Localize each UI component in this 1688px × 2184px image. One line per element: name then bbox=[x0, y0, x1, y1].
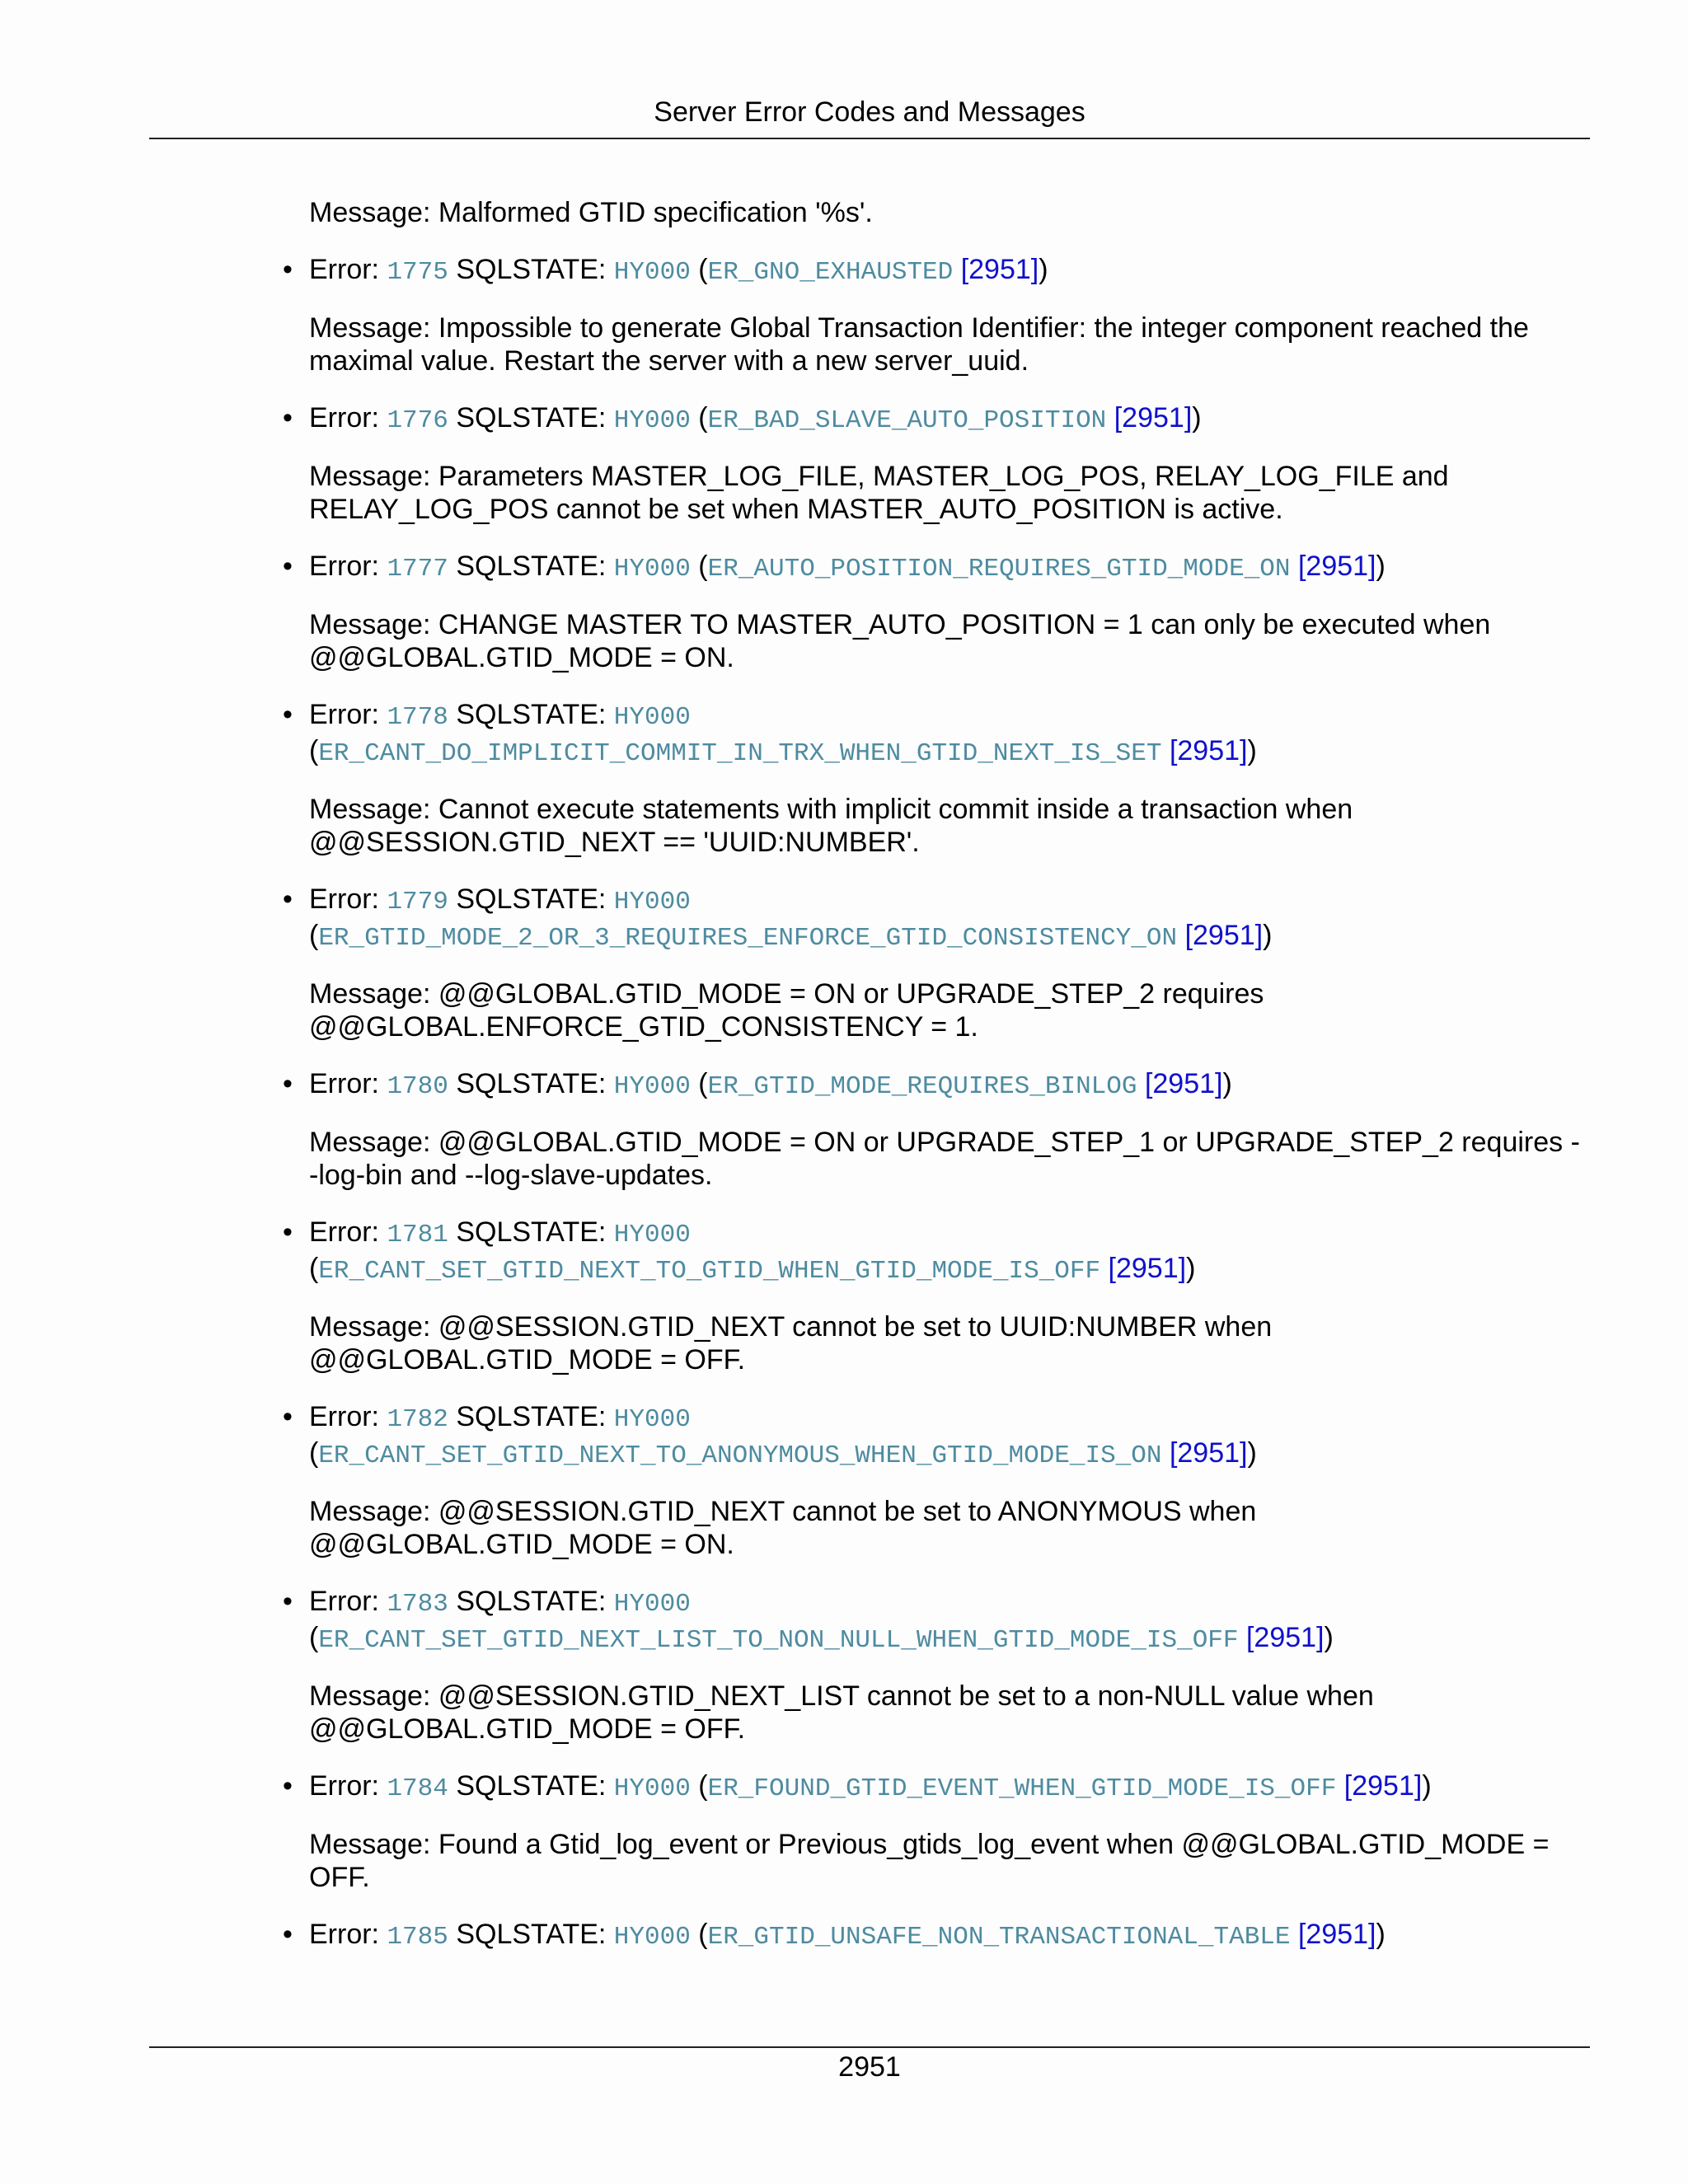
error-message bbox=[309, 1495, 1582, 1562]
error-label: Error: bbox=[309, 253, 379, 285]
message-label: Message: bbox=[309, 460, 431, 492]
page-header: Server Error Codes and Messages bbox=[654, 96, 1085, 128]
bullet-icon: • bbox=[283, 1067, 293, 1099]
page-number: 2951 bbox=[838, 2051, 901, 2083]
message-text: Impossible to generate Global Transaction Identifier: the integer component reached the maximal value. Restart the server with a new server_uuid. bbox=[309, 312, 1529, 377]
error-symbol-link[interactable]: ER_CANT_SET_GTID_NEXT_LIST_TO_NON_NULL_WHEN_GTID_MODE_IS_OFF bbox=[318, 1625, 1239, 1655]
error-message bbox=[309, 1126, 1582, 1193]
error-symbol-link[interactable]: ER_CANT_SET_GTID_NEXT_TO_ANONYMOUS_WHEN_GTID_MODE_IS_ON bbox=[318, 1441, 1162, 1470]
page-ref-link[interactable]: [2951] bbox=[1245, 1621, 1325, 1653]
sqlstate-label: SQLSTATE: bbox=[456, 401, 607, 434]
error-symbol-link[interactable]: ER_CANT_SET_GTID_NEXT_TO_GTID_WHEN_GTID_MODE_IS_OFF bbox=[318, 1256, 1101, 1286]
error-message bbox=[309, 793, 1582, 860]
bullet-icon: • bbox=[283, 1585, 293, 1617]
error-entry-1778 bbox=[283, 698, 1582, 860]
error-line: Error: 1782 SQLSTATE: HY000 (ER_CANT_SET_GTID_NEXT_TO_ANONYMOUS_WHEN_GTID_MODE_IS_ON [2951]) bbox=[309, 1400, 1257, 1470]
message-text: @@SESSION.GTID_NEXT_LIST cannot be set to a non-NULL value when @@GLOBAL.GTID_MODE = OFF. bbox=[309, 1680, 1374, 1745]
error-entry-1783 bbox=[283, 1585, 1582, 1746]
error-code: 1776 bbox=[387, 405, 448, 435]
error-entry-1785 bbox=[283, 1918, 1582, 1954]
error-code: 1783 bbox=[387, 1589, 448, 1619]
error-line: Error: 1778 SQLSTATE: HY000 (ER_CANT_DO_IMPLICIT_COMMIT_IN_TRX_WHEN_GTID_NEXT_IS_SET [2951]) bbox=[309, 698, 1257, 768]
page-ref-link[interactable]: [2951] bbox=[1297, 1918, 1376, 1950]
error-line: Error: 1781 SQLSTATE: HY000 (ER_CANT_SET_GTID_NEXT_TO_GTID_WHEN_GTID_MODE_IS_OFF [2951]) bbox=[309, 1216, 1196, 1286]
error-code: 1779 bbox=[387, 887, 448, 916]
sqlstate-value: HY000 bbox=[613, 1071, 691, 1101]
sqlstate-label: SQLSTATE: bbox=[456, 253, 607, 285]
sqlstate-label: SQLSTATE: bbox=[456, 1216, 607, 1248]
sqlstate-value: HY000 bbox=[613, 887, 691, 916]
error-label: Error: bbox=[309, 1769, 379, 1802]
bullet-icon: • bbox=[283, 883, 293, 915]
sqlstate-label: SQLSTATE: bbox=[456, 1769, 607, 1802]
bullet-icon: • bbox=[283, 1918, 293, 1950]
error-message bbox=[309, 312, 1582, 378]
error-entry-1780 bbox=[283, 1067, 1582, 1193]
sqlstate-value: HY000 bbox=[613, 702, 691, 732]
message-text: CHANGE MASTER TO MASTER_AUTO_POSITION = 1 can only be executed when @@GLOBAL.GTID_MODE = ON. bbox=[309, 608, 1491, 673]
error-message bbox=[309, 1310, 1582, 1377]
error-line: Error: 1775 SQLSTATE: HY000 (ER_GNO_EXHAUSTED [2951]) bbox=[309, 253, 1048, 287]
error-label: Error: bbox=[309, 1918, 379, 1950]
error-entry-1779 bbox=[283, 883, 1582, 1044]
error-code: 1782 bbox=[387, 1404, 448, 1434]
error-symbol-link[interactable]: ER_GTID_MODE_2_OR_3_REQUIRES_ENFORCE_GTID_CONSISTENCY_ON bbox=[318, 923, 1178, 953]
error-code: 1784 bbox=[387, 1774, 448, 1803]
error-message bbox=[309, 1828, 1582, 1895]
sqlstate-value: HY000 bbox=[613, 1922, 691, 1952]
error-code: 1775 bbox=[387, 257, 448, 287]
message-label: Message: bbox=[309, 197, 431, 228]
error-label: Error: bbox=[309, 1216, 379, 1248]
sqlstate-label: SQLSTATE: bbox=[456, 1585, 607, 1617]
message-text: Parameters MASTER_LOG_FILE, MASTER_LOG_POS, RELAY_LOG_FILE and RELAY_LOG_POS cannot be set when MASTER_AUTO_POSITION is active. bbox=[309, 460, 1449, 525]
error-code: 1780 bbox=[387, 1071, 448, 1101]
bullet-icon: • bbox=[283, 698, 293, 730]
message-text: @@SESSION.GTID_NEXT cannot be set to ANONYMOUS when @@GLOBAL.GTID_MODE = ON. bbox=[309, 1495, 1257, 1560]
sqlstate-value: HY000 bbox=[613, 1220, 691, 1249]
error-line: Error: 1776 SQLSTATE: HY000 (ER_BAD_SLAVE_AUTO_POSITION [2951]) bbox=[309, 401, 1202, 435]
sqlstate-label: SQLSTATE: bbox=[456, 550, 607, 582]
error-line: Error: 1779 SQLSTATE: HY000 (ER_GTID_MODE_2_OR_3_REQUIRES_ENFORCE_GTID_CONSISTENCY_ON [2951]) bbox=[309, 883, 1273, 953]
error-symbol-link[interactable]: ER_GTID_MODE_REQUIRES_BINLOG bbox=[707, 1071, 1137, 1101]
sqlstate-value: HY000 bbox=[613, 1404, 691, 1434]
error-line: Error: 1780 SQLSTATE: HY000 (ER_GTID_MODE_REQUIRES_BINLOG [2951]) bbox=[309, 1067, 1232, 1101]
error-entry-1781 bbox=[283, 1216, 1582, 1377]
page-ref-link[interactable]: [2951] bbox=[1169, 734, 1248, 766]
message-label: Message: bbox=[309, 793, 431, 825]
error-label: Error: bbox=[309, 698, 379, 730]
error-message bbox=[309, 608, 1582, 675]
sqlstate-value: HY000 bbox=[613, 1589, 691, 1619]
error-line: Error: 1777 SQLSTATE: HY000 (ER_AUTO_POSITION_REQUIRES_GTID_MODE_ON [2951]) bbox=[309, 550, 1386, 583]
error-entry-1777 bbox=[283, 550, 1582, 675]
message-text: @@GLOBAL.GTID_MODE = ON or UPGRADE_STEP_2 requires @@GLOBAL.ENFORCE_GTID_CONSISTENCY = 1. bbox=[309, 977, 1264, 1043]
message-text: @@SESSION.GTID_NEXT cannot be set to UUID:NUMBER when @@GLOBAL.GTID_MODE = OFF. bbox=[309, 1310, 1273, 1376]
error-entry-1782 bbox=[283, 1400, 1582, 1562]
error-label: Error: bbox=[309, 1067, 379, 1099]
header-rule bbox=[149, 138, 1590, 139]
sqlstate-label: SQLSTATE: bbox=[456, 1067, 607, 1099]
message-text: Found a Gtid_log_event or Previous_gtids_log_event when @@GLOBAL.GTID_MODE = OFF. bbox=[309, 1828, 1550, 1893]
message-label: Message: bbox=[309, 1495, 431, 1527]
error-symbol-link[interactable]: ER_CANT_DO_IMPLICIT_COMMIT_IN_TRX_WHEN_GTID_NEXT_IS_SET bbox=[318, 738, 1162, 768]
error-line: Error: 1785 SQLSTATE: HY000 (ER_GTID_UNSAFE_NON_TRANSACTIONAL_TABLE [2951]) bbox=[309, 1918, 1386, 1952]
message-label: Message: bbox=[309, 1828, 431, 1860]
page-ref-link[interactable]: [2951] bbox=[1343, 1769, 1423, 1802]
error-entry-1775 bbox=[283, 253, 1582, 378]
footer-rule bbox=[149, 2046, 1590, 2048]
message-text: Malformed GTID specification '%s'. bbox=[438, 197, 873, 228]
error-message bbox=[309, 977, 1582, 1044]
message-label: Message: bbox=[309, 1310, 431, 1343]
message-label: Message: bbox=[309, 977, 431, 1010]
message-text: Cannot execute statements with implicit commit inside a transaction when @@SESSION.GTID_NEXT == 'UUID:NUMBER'. bbox=[309, 793, 1353, 858]
error-symbol-link[interactable]: ER_GNO_EXHAUSTED bbox=[707, 257, 954, 287]
error-code: 1777 bbox=[387, 554, 448, 583]
message-label: Message: bbox=[309, 312, 431, 344]
sqlstate-label: SQLSTATE: bbox=[456, 1918, 607, 1950]
bullet-icon: • bbox=[283, 550, 293, 582]
bullet-icon: • bbox=[283, 1216, 293, 1248]
error-entry-1776 bbox=[283, 401, 1582, 527]
error-code: 1785 bbox=[387, 1922, 448, 1952]
sqlstate-value: HY000 bbox=[613, 1774, 691, 1803]
sqlstate-label: SQLSTATE: bbox=[456, 698, 607, 730]
message-label: Message: bbox=[309, 608, 431, 640]
page-ref-link[interactable]: [2951] bbox=[1184, 919, 1264, 951]
error-symbol-link[interactable]: ER_BAD_SLAVE_AUTO_POSITION bbox=[707, 405, 1107, 435]
sqlstate-label: SQLSTATE: bbox=[456, 883, 607, 915]
error-label: Error: bbox=[309, 1400, 379, 1432]
page-ref-link[interactable]: [2951] bbox=[1144, 1067, 1223, 1099]
error-message bbox=[309, 1680, 1582, 1746]
error-label: Error: bbox=[309, 883, 379, 915]
error-entry-1784 bbox=[283, 1769, 1582, 1895]
page-ref-link[interactable]: [2951] bbox=[1114, 401, 1193, 434]
error-code: 1778 bbox=[387, 702, 448, 732]
bullet-icon: • bbox=[283, 1400, 293, 1432]
page-ref-link[interactable]: [2951] bbox=[1108, 1252, 1187, 1284]
sqlstate-value: HY000 bbox=[613, 257, 691, 287]
error-label: Error: bbox=[309, 401, 379, 434]
error-code: 1781 bbox=[387, 1220, 448, 1249]
bullet-icon: • bbox=[283, 1769, 293, 1802]
sqlstate-value: HY000 bbox=[613, 405, 691, 435]
error-label: Error: bbox=[309, 1585, 379, 1617]
error-symbol-link[interactable]: ER_GTID_UNSAFE_NON_TRANSACTIONAL_TABLE bbox=[707, 1922, 1291, 1952]
sqlstate-label: SQLSTATE: bbox=[456, 1400, 607, 1432]
error-symbol-link[interactable]: ER_FOUND_GTID_EVENT_WHEN_GTID_MODE_IS_OFF bbox=[707, 1774, 1337, 1803]
error-message bbox=[309, 460, 1582, 527]
error-label: Error: bbox=[309, 550, 379, 582]
message-label: Message: bbox=[309, 1126, 431, 1158]
page-ref-link[interactable]: [2951] bbox=[1297, 550, 1376, 582]
page-ref-link[interactable]: [2951] bbox=[1169, 1436, 1248, 1469]
sqlstate-value: HY000 bbox=[613, 554, 691, 583]
page-ref-link[interactable]: [2951] bbox=[960, 253, 1039, 285]
lead-message bbox=[309, 196, 1582, 230]
error-line: Error: 1784 SQLSTATE: HY000 (ER_FOUND_GTID_EVENT_WHEN_GTID_MODE_IS_OFF [2951]) bbox=[309, 1769, 1432, 1803]
error-symbol-link[interactable]: ER_AUTO_POSITION_REQUIRES_GTID_MODE_ON bbox=[707, 554, 1291, 583]
bullet-icon: • bbox=[283, 401, 293, 434]
error-line: Error: 1783 SQLSTATE: HY000 (ER_CANT_SET_GTID_NEXT_LIST_TO_NON_NULL_WHEN_GTID_MODE_IS_OFF [2951]) bbox=[309, 1585, 1334, 1655]
message-label: Message: bbox=[309, 1680, 431, 1712]
bullet-icon: • bbox=[283, 253, 293, 285]
message-text: @@GLOBAL.GTID_MODE = ON or UPGRADE_STEP_1 or UPGRADE_STEP_2 requires --log-bin and --log-slave-updates. bbox=[309, 1126, 1580, 1191]
error-list bbox=[283, 196, 1582, 1954]
